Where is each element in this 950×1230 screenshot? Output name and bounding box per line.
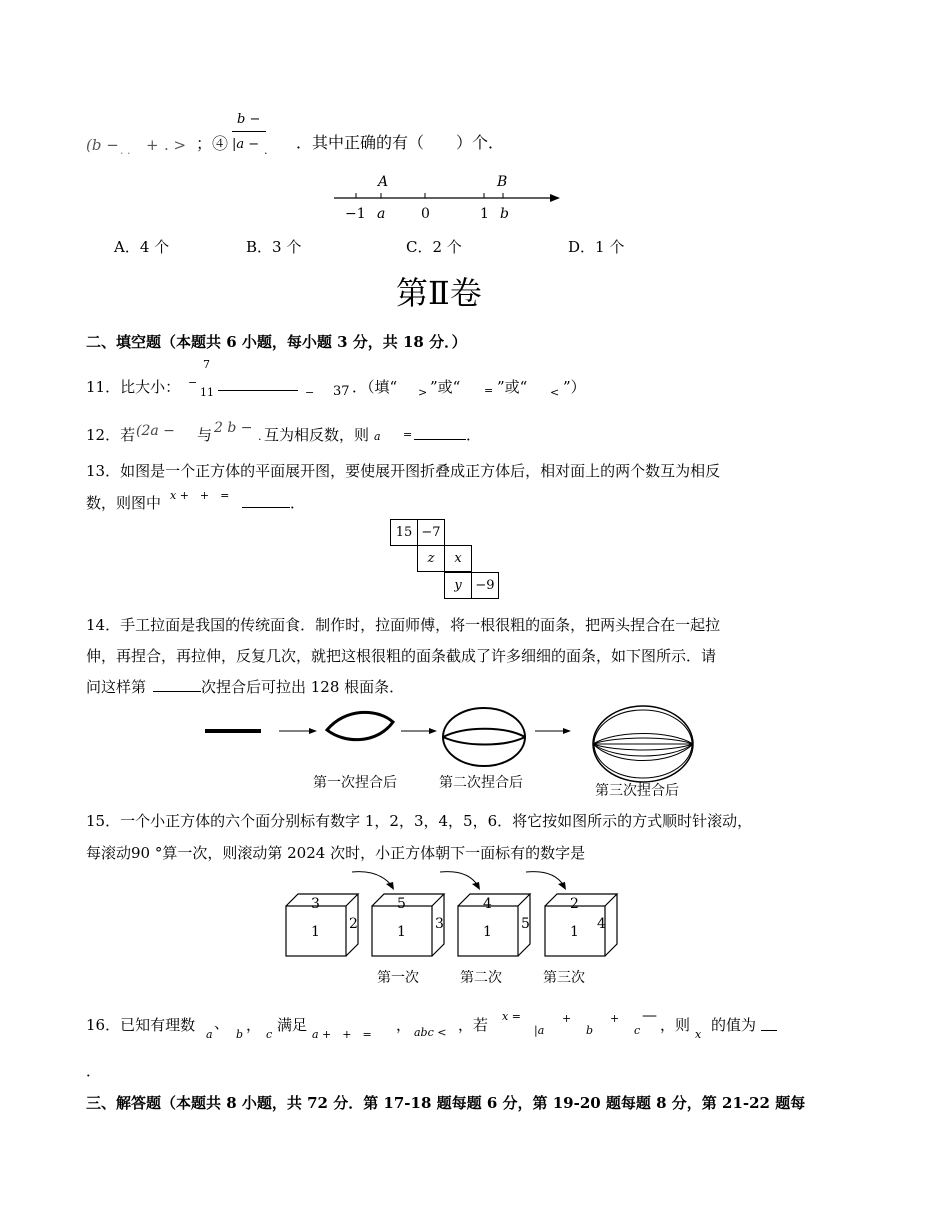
number-line-arrow-icon [550,194,560,202]
cube-3 [458,894,530,956]
q11-neg: − [188,376,198,389]
q16-c: c [266,1028,273,1041]
arrow1-icon [309,728,317,734]
caption-roll-1: 第一次 [377,970,419,986]
q11-s2: = [484,384,494,397]
q11-end: ”） [563,378,586,396]
cube3-top: 4 [483,896,492,912]
caption-fold-1: 第一次捏合后 [313,775,397,791]
q14-line3b: 次捏合后可拉出 128 根面条． [201,678,405,696]
net-cell-z: z [417,545,445,572]
q14-answer-blank[interactable] [153,691,201,692]
q10-frag1-plus: + [146,136,159,154]
tick-label-minus1: −1 [345,206,366,222]
cube2-front: 1 [397,924,406,940]
tick-label-b: b [500,206,509,222]
q16-sep1: 、 [214,1014,230,1032]
section3-heading: 三、解答题（本题共 8 小题，共 72 分．第 17-18 题每题 6 分，第 19-20 题每题 8 分，第 21-22 题每 [86,1094,806,1112]
net-cell-minus9: −9 [471,572,499,599]
q16-a: a [206,1028,213,1041]
q14-line3a: 问这样第 [86,678,147,696]
tick-label-1: 1 [480,206,489,222]
q11-mid: − [305,386,315,399]
noodle-fold-1 [327,712,393,739]
q12-expr2: 2 b − [214,420,253,436]
rolling-cube-figure [280,866,620,990]
noodle-figure [195,700,705,802]
caption-fold-3: 第三次捏合后 [595,783,679,799]
q11-answer-blank[interactable] [218,390,298,391]
q10-frag1-dots: . . [120,144,131,157]
q10-frac-bar [232,131,266,132]
q11-frac-num: 7 [203,358,210,371]
q11-suffix: ．（填“ [352,378,398,396]
q11-prefix: 11．比大小： [86,378,181,396]
arrow3-icon [563,728,571,734]
q11-frac-den: 11 [200,386,214,399]
roll-arrow-2-icon [472,882,480,890]
q16-xeq: x = [502,1010,521,1023]
q11-or1: ”或“ [430,378,461,396]
q16-if: ，若 [458,1016,489,1034]
q16-x: x [695,1028,702,1041]
caption-roll-2: 第二次 [460,970,502,986]
net-cell-x: x [444,545,472,572]
q15-line1: 15．一个小正方体的六个面分别标有数字 1，2，3，4，5，6．将它按如图所示的方式顺时针滚动， [86,812,753,830]
roll-arrow-3 [526,872,564,886]
q14-line2: 伸，再捏合，再拉伸，反复几次，就把这根很粗的面条截成了许多细细的面条，如下图所示．请 [86,647,717,665]
q13-end: ． [290,494,306,512]
q12-answer-blank[interactable] [414,439,466,440]
section2-heading: 二、填空题（本题共 6 小题，每小题 3 分，共 18 分．） [86,333,467,351]
roll-arrow-3-icon [558,882,566,890]
cube-1 [286,894,358,956]
caption-fold-2: 第二次捏合后 [439,775,523,791]
cube2-top: 5 [397,896,406,912]
q10-frag1-end: . > [164,136,187,154]
cube4-front: 1 [570,924,579,940]
q16-end: 的值为 [711,1016,757,1034]
cube2-side: 3 [435,916,444,932]
cube-4 [545,894,617,956]
q16-period: ． [86,1062,102,1080]
q16-then: ，则 [660,1016,691,1034]
q16-expr2: abc < [414,1026,447,1039]
q11-s1: > [418,386,428,399]
option-c[interactable]: C．2 个 [406,238,462,256]
point-A-label: A [378,174,389,190]
q10-frac-den: |a − [232,137,260,152]
net-cell-15: 15 [390,519,418,546]
q12-var: a [374,430,381,443]
option-b[interactable]: B．3 个 [246,238,302,256]
q13-expr: x + + = [170,489,230,502]
number-line [330,168,570,226]
cube1-side: 2 [349,916,358,932]
cube4-side: 4 [597,916,606,932]
q11-s3: < [550,386,560,399]
net-cell-minus7: −7 [417,519,445,546]
q12-eq: = [403,428,413,441]
cube3-front: 1 [483,924,492,940]
option-d[interactable]: D．1 个 [568,238,625,256]
q10-tail-text: ．其中正确的有（ ）个． [296,133,505,152]
q12-expr2-end: . [258,430,262,443]
q16-expr1: a + + = [312,1028,372,1041]
noodle-fold-2 [443,708,525,766]
noodle-fold-3 [593,706,693,782]
q16-plus2: + [610,1012,620,1025]
option-a[interactable]: A．4 个 [114,238,170,256]
q16-t1: |a [534,1024,545,1037]
arrow2-icon [429,728,437,734]
roll-arrow-1-icon [386,882,394,890]
cube-2 [372,894,444,956]
q16-b: b [236,1028,244,1041]
q13-line2-prefix: 数，则图中 [86,494,162,512]
q16-t3: c [634,1024,641,1037]
q16-prefix: 16．已知有理数 [86,1016,196,1034]
q10-frag1: (b − [86,136,119,154]
q11-or2: ”或“ [497,378,528,396]
q11-val: 37 [333,384,350,399]
q12-end: ． [466,426,482,444]
point-B-label: B [497,174,508,190]
roll-arrow-2 [440,872,478,886]
cube1-top: 3 [311,896,320,912]
cube3-side: 5 [521,916,530,932]
q16-comma: ， [396,1016,412,1034]
q16-dash: — [642,1006,657,1024]
q10-sep: ；④ [196,134,229,153]
q12-prefix: 12．若 [86,426,136,444]
q16-cond: 满足 [277,1016,308,1034]
tick-label-0: 0 [421,206,430,222]
q13-line1: 13．如图是一个正方体的平面展开图，要使展开图折叠成正方体后，相对面上的两个数互为相反 [86,462,721,480]
q15-line2: 每滚动90 °算一次，则滚动第 2024 次时，小正方体朝下一面标有的数字是 [86,844,586,862]
q16-sep2: ， [246,1016,262,1034]
part2-title: 第Ⅱ卷 [396,274,482,312]
q14-line1: 14．手工拉面是我国的传统面食．制作时，拉面师傅，将一根很粗的面条，把两头捏合在一起拉 [86,616,721,634]
q12-expr1: (2a − [136,423,175,439]
q12-mid: 互为相反数，则 [264,426,370,444]
caption-roll-3: 第三次 [543,970,585,986]
cube1-front: 1 [311,924,320,940]
net-cell-y: y [444,572,472,599]
q16-answer-blank[interactable] [761,1030,777,1031]
q16-t2: b [586,1024,594,1037]
q10-frac-den-end: . [264,144,268,157]
cube4-top: 2 [570,896,579,912]
roll-arrow-1 [352,872,392,886]
q12-with: 与 [197,426,213,444]
q10-frac-num: b − [237,112,261,127]
q16-plus1: + [562,1012,572,1025]
q13-answer-blank[interactable] [242,507,290,508]
tick-label-a: a [377,206,386,222]
